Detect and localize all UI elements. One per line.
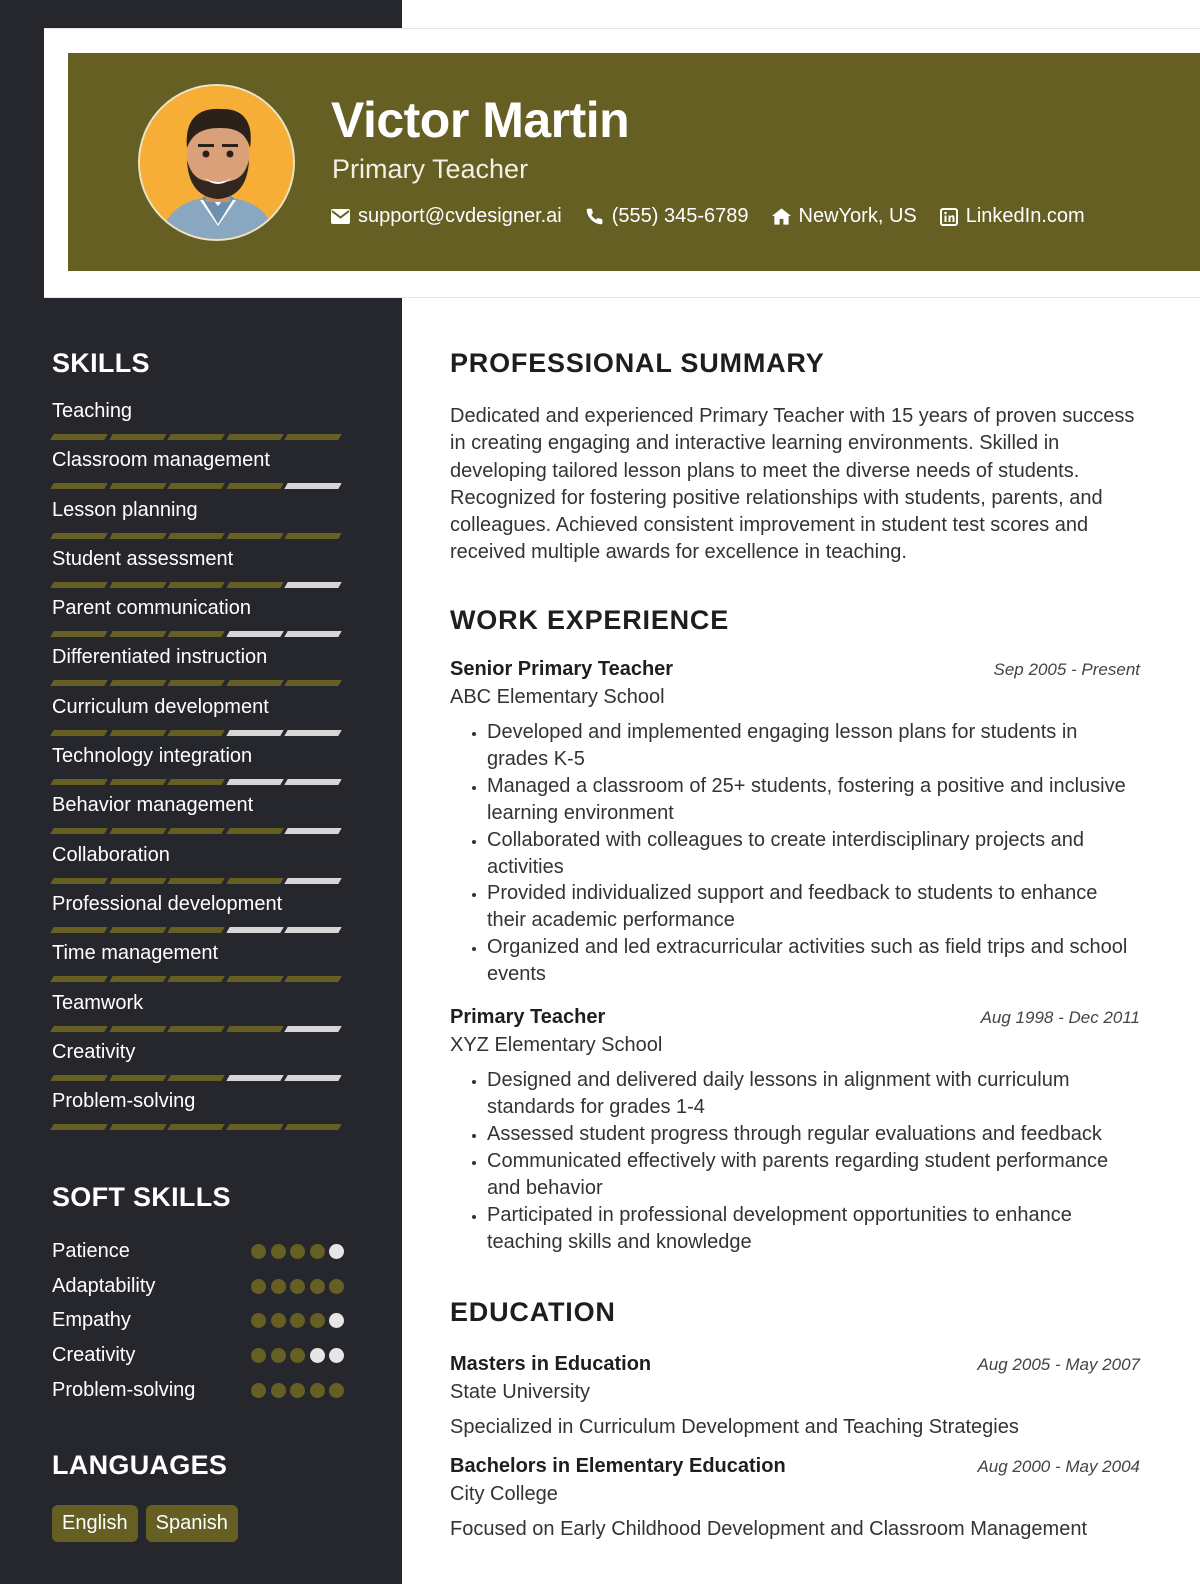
skill-item (52, 645, 352, 694)
soft-skill-row (52, 1234, 352, 1269)
skill-level-bar (50, 878, 107, 884)
envelope-icon (331, 209, 350, 224)
education-dates: Aug 2000 - May 2004 (977, 1457, 1140, 1476)
skill-level-bar (167, 631, 224, 637)
skill-level-bar (167, 878, 224, 884)
skills-heading: SKILLS (52, 348, 150, 378)
skill-level-meter (52, 631, 352, 637)
header-banner (68, 53, 1200, 271)
skill-level-bar (109, 730, 166, 736)
skill-level-bar (226, 878, 283, 884)
education-header (450, 1455, 1140, 1478)
job-bullet: • Participated in professional development opportunities to enhance teaching skills and knowledge (487, 1202, 1140, 1256)
skill-name: Parent communication (52, 597, 251, 620)
skill-level-bar (109, 631, 166, 637)
education-header (450, 1353, 1140, 1376)
skill-level-meter (52, 878, 352, 884)
skill-level-meter (52, 927, 352, 933)
soft-skill-rating (247, 1313, 345, 1328)
rating-dot (329, 1279, 344, 1294)
skill-level-bar (109, 878, 166, 884)
job-dates: Aug 1998 - Dec 2011 (980, 1008, 1140, 1028)
skill-level-bar (109, 1026, 166, 1032)
skill-name: Problem-solving (52, 1090, 196, 1113)
experience-list (450, 658, 1140, 1255)
experience-section (450, 605, 1140, 1255)
linkedin-icon (940, 208, 958, 226)
skill-name: Curriculum development (52, 695, 269, 718)
skill-level-bar (167, 680, 224, 686)
skill-level-bar (284, 1026, 341, 1032)
skill-name: Technology integration (52, 745, 253, 768)
skill-level-bar (50, 927, 107, 933)
soft-skill-rating (247, 1348, 345, 1363)
education-entry (450, 1353, 1140, 1439)
skill-level-bar (50, 976, 107, 982)
skill-item (52, 991, 352, 1040)
skill-level-bar (109, 680, 166, 686)
skill-level-bar (226, 483, 283, 489)
linkedin-text: LinkedIn.com (965, 205, 1085, 227)
email-text: support@cvdesigner.ai (358, 205, 562, 227)
job-bullets (450, 719, 1140, 988)
skill-name: Creativity (52, 1040, 136, 1063)
skill-level-bar (167, 1075, 224, 1081)
rating-dot (251, 1348, 266, 1363)
skill-name: Teamwork (52, 991, 144, 1014)
skill-level-bar (109, 582, 166, 588)
header-frame (44, 28, 1200, 298)
skill-level-bar (109, 434, 166, 440)
skill-level-bar (50, 1124, 107, 1130)
degree-title: Bachelors in Elementary Education (450, 1455, 786, 1477)
skill-level-meter (52, 828, 352, 834)
skill-level-bar (284, 976, 341, 982)
soft-skill-rating (247, 1383, 345, 1398)
skill-level-bar (284, 533, 341, 539)
skill-level-meter (52, 976, 352, 982)
skill-level-meter (52, 730, 352, 736)
education-section (450, 1297, 1140, 1541)
skill-item (52, 892, 352, 941)
soft-skill-rating (247, 1279, 345, 1294)
skill-level-bar (50, 828, 107, 834)
skill-level-bar (167, 582, 224, 588)
skill-item (52, 843, 352, 892)
skill-level-bar (284, 1075, 341, 1081)
rating-dot (290, 1244, 305, 1259)
skill-level-meter (52, 1026, 352, 1032)
skill-level-meter (52, 533, 352, 539)
skill-item (52, 596, 352, 645)
rating-dot (310, 1348, 325, 1363)
avatar-illustration (140, 86, 295, 241)
skill-name: Teaching (52, 400, 133, 422)
rating-dot (290, 1279, 305, 1294)
skill-level-bar (284, 631, 341, 637)
language-badge: Spanish (146, 1505, 238, 1542)
skill-level-bar (109, 1124, 166, 1130)
education-description: Specialized in Curriculum Development and Teaching Strategies (450, 1416, 1019, 1438)
skill-level-bar (226, 927, 283, 933)
job-bullet: • Managed a classroom of 25+ students, fostering a positive and inclusive learning environment (487, 773, 1140, 827)
rating-dot (251, 1244, 266, 1259)
job-header (450, 658, 1140, 681)
soft-skills-list (52, 1234, 352, 1408)
languages-list (52, 1505, 352, 1542)
skill-level-bar (50, 631, 107, 637)
rating-dot (251, 1383, 266, 1398)
skill-level-bar (167, 927, 224, 933)
rating-dot (271, 1383, 286, 1398)
skill-level-bar (50, 582, 107, 588)
skill-level-bar (167, 533, 224, 539)
skill-name: Student assessment (52, 547, 234, 570)
job-dates: Sep 2005 - Present (993, 660, 1140, 679)
job-bullet: • Developed and implemented engaging lesson plans for students in grades K-5 (487, 719, 1140, 773)
skill-name: Behavior management (52, 794, 254, 817)
skill-level-bar (50, 533, 107, 539)
skill-item (52, 399, 352, 448)
soft-skill-name: Creativity (52, 1344, 136, 1367)
rating-dot (329, 1348, 344, 1363)
location-text: NewYork, US (798, 205, 917, 227)
skill-level-meter (52, 680, 352, 686)
skill-level-bar (167, 1124, 224, 1130)
skill-level-bar (284, 680, 341, 686)
skill-level-bar (284, 1124, 341, 1130)
skill-level-bar (226, 779, 283, 785)
skill-level-meter (52, 483, 352, 489)
skill-level-bar (109, 1075, 166, 1081)
skill-level-bar (167, 828, 224, 834)
skill-level-bar (50, 779, 107, 785)
soft-skill-row (52, 1269, 352, 1304)
skill-level-bar (226, 1026, 283, 1032)
rating-dot (290, 1313, 305, 1328)
skill-level-bar (284, 582, 341, 588)
job-entry (450, 658, 1140, 988)
rating-dot (271, 1244, 286, 1259)
skill-item (52, 744, 352, 793)
skill-level-bar (109, 927, 166, 933)
skill-level-meter (52, 582, 352, 588)
skill-level-bar (226, 434, 283, 440)
job-employer: XYZ Elementary School (450, 1034, 663, 1057)
skill-level-bar (109, 779, 166, 785)
skill-level-bar (50, 680, 107, 686)
skill-level-bar (284, 927, 341, 933)
skill-name: Classroom management (52, 449, 270, 472)
contact-bar (331, 205, 1108, 228)
soft-skill-row (52, 1304, 352, 1339)
skill-level-bar (50, 1075, 107, 1081)
rating-dot (310, 1244, 325, 1259)
skill-level-bar (50, 483, 107, 489)
skill-level-bar (226, 1075, 283, 1081)
skill-level-bar (284, 828, 341, 834)
rating-dot (290, 1348, 305, 1363)
rating-dot (329, 1244, 344, 1259)
skill-level-meter (52, 1124, 352, 1130)
skill-name: Collaboration (52, 843, 170, 866)
skill-level-bar (109, 828, 166, 834)
phone-text: (555) 345-6789 (611, 205, 749, 227)
home-icon (772, 208, 791, 225)
skill-level-bar (167, 483, 224, 489)
rating-dot (251, 1279, 266, 1294)
rating-dot (271, 1279, 286, 1294)
job-employer: ABC Elementary School (450, 686, 665, 708)
skill-level-bar (226, 680, 283, 686)
rating-dot (290, 1383, 305, 1398)
skill-level-meter (52, 434, 352, 440)
soft-skill-name: Empathy (52, 1309, 131, 1332)
skill-level-bar (284, 779, 341, 785)
skill-level-bar (226, 730, 283, 736)
rating-dot (251, 1313, 266, 1328)
skill-item (52, 695, 352, 744)
skill-level-bar (226, 582, 283, 588)
skill-level-bar (50, 1026, 107, 1032)
soft-skill-row (52, 1373, 352, 1408)
soft-skill-rating (247, 1244, 345, 1259)
job-bullet: • Communicated effectively with parents regarding student performance and behavior (487, 1148, 1140, 1202)
skill-item (52, 941, 352, 990)
skill-level-bar (226, 631, 283, 637)
candidate-name: Victor Martin (331, 92, 630, 148)
skill-item (52, 448, 352, 497)
skill-level-bar (167, 779, 224, 785)
skill-item (52, 1040, 352, 1089)
skill-level-bar (109, 483, 166, 489)
rating-dot (310, 1313, 325, 1328)
skills-section (52, 348, 352, 1138)
soft-skill-name: Adaptability (52, 1274, 156, 1297)
skill-level-bar (109, 976, 166, 982)
phone-icon (585, 207, 604, 226)
skill-item (52, 1089, 352, 1138)
skill-level-bar (226, 976, 283, 982)
skill-level-bar (167, 434, 224, 440)
job-header (450, 1006, 1140, 1029)
rating-dot (271, 1313, 286, 1328)
rating-dot (271, 1348, 286, 1363)
summary-section (450, 348, 1140, 567)
skill-name: Professional development (52, 892, 283, 915)
job-bullet: • Collaborated with colleagues to create interdisciplinary projects and activities (487, 827, 1140, 881)
skill-level-bar (50, 730, 107, 736)
job-title: Senior Primary Teacher (450, 658, 674, 680)
skill-level-bar (226, 828, 283, 834)
education-description: Focused on Early Childhood Development and Classroom Management (450, 1518, 1088, 1540)
summary-text: Dedicated and experienced Primary Teacher with 15 years of proven success in creating engaging and interactive learning environments. Skilled in developing tailored lesson plans to meet the diverse needs of students. Recognized for fostering positive relationships with students, parents, and colleagues. Achieved consistent improvement in student test scores and received multiple awards for excellence in teaching. (450, 405, 1135, 564)
experience-heading: WORK EXPERIENCE (450, 605, 730, 635)
skill-level-bar (226, 533, 283, 539)
skill-name: Differentiated instruction (52, 646, 268, 669)
job-bullets (450, 1067, 1140, 1255)
contact-linkedin[interactable] (940, 205, 1085, 228)
profile-photo (138, 84, 295, 241)
soft-skill-name: Patience (52, 1239, 130, 1262)
language-badge: English (52, 1505, 138, 1542)
candidate-title: Primary Teacher (332, 154, 529, 184)
skill-level-meter (52, 779, 352, 785)
school-name: City College (450, 1483, 558, 1505)
education-entry (450, 1455, 1140, 1541)
skill-item (52, 498, 352, 547)
skill-level-meter (52, 1075, 352, 1081)
skill-level-bar (284, 483, 341, 489)
languages-heading: LANGUAGES (52, 1450, 228, 1480)
contact-phone[interactable] (585, 205, 749, 228)
skill-item (52, 793, 352, 842)
education-heading: EDUCATION (450, 1297, 616, 1327)
education-dates: Aug 2005 - May 2007 (977, 1355, 1140, 1374)
job-entry (450, 1006, 1140, 1255)
skill-level-bar (226, 1124, 283, 1130)
skill-name: Lesson planning (52, 498, 198, 521)
contact-location (772, 205, 917, 228)
rating-dot (329, 1383, 344, 1398)
job-title: Primary Teacher (450, 1006, 606, 1029)
rating-dot (310, 1383, 325, 1398)
job-bullet: • Organized and led extracurricular activities such as field trips and school events (487, 934, 1140, 988)
education-list (450, 1353, 1140, 1541)
job-bullet: • Provided individualized support and feedback to students to enhance their academic performance (487, 880, 1140, 934)
skill-item (52, 547, 352, 596)
skill-level-bar (50, 434, 107, 440)
skill-level-bar (284, 730, 341, 736)
soft-skill-name: Problem-solving (52, 1379, 196, 1402)
skill-level-bar (109, 533, 166, 539)
skills-list (52, 399, 352, 1138)
degree-title: Masters in Education (450, 1353, 652, 1375)
skill-level-bar (167, 730, 224, 736)
school-name: State University (450, 1381, 591, 1403)
job-bullet: • Designed and delivered daily lessons in alignment with curriculum standards for grades 1-4 (487, 1067, 1140, 1121)
contact-email[interactable] (331, 205, 562, 228)
skill-level-bar (167, 1026, 224, 1032)
skill-level-bar (167, 976, 224, 982)
languages-section (52, 1450, 352, 1542)
skill-name: Time management (52, 942, 218, 965)
summary-heading: PROFESSIONAL SUMMARY (450, 348, 825, 378)
rating-dot (310, 1279, 325, 1294)
skill-level-bar (284, 434, 341, 440)
skill-level-bar (284, 878, 341, 884)
soft-skill-row (52, 1338, 352, 1373)
rating-dot (329, 1313, 344, 1328)
soft-skills-section (52, 1182, 352, 1408)
job-bullet: • Assessed student progress through regular evaluations and feedback (487, 1121, 1140, 1148)
soft-skills-heading: SOFT SKILLS (52, 1182, 231, 1212)
